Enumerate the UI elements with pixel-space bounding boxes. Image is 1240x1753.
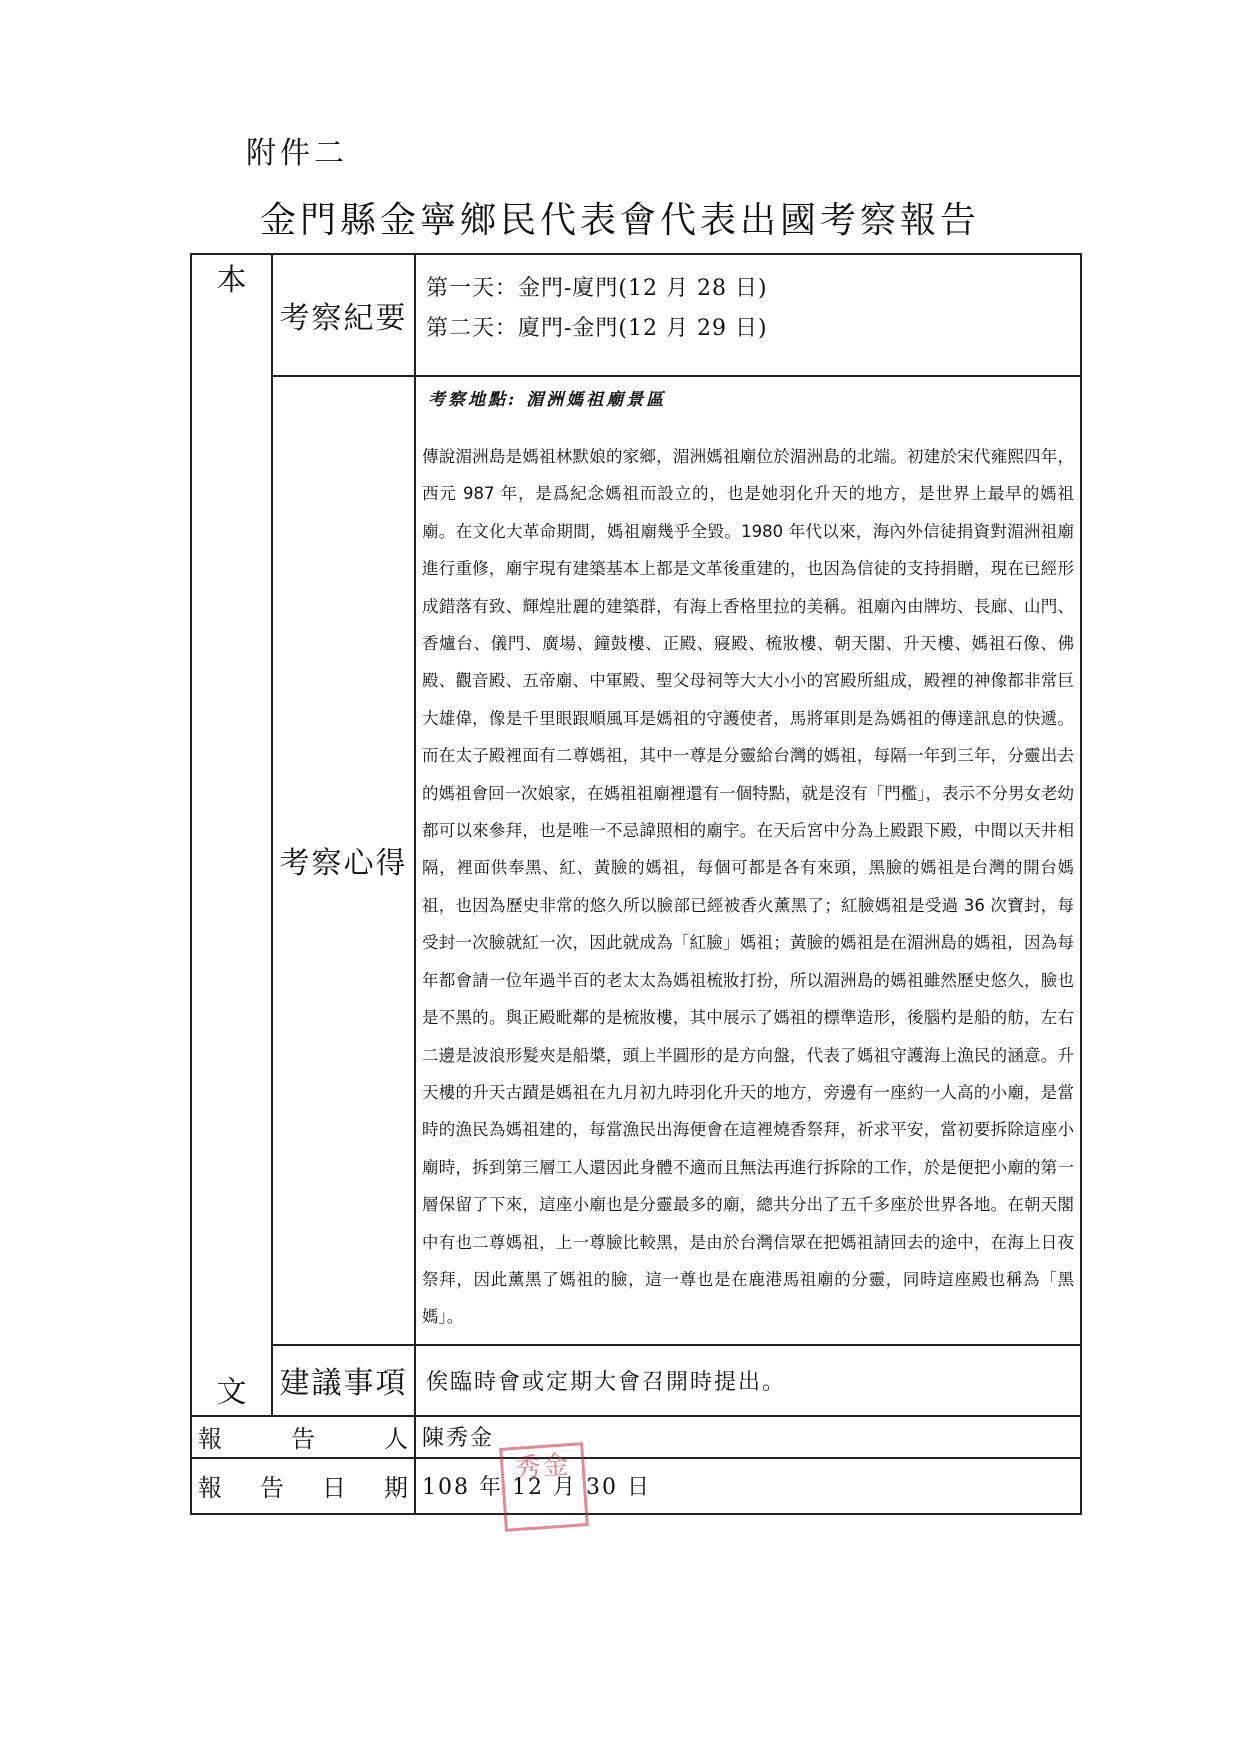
reporter-value: 陳秀金 xyxy=(415,1416,1081,1458)
summary-line-day1: 第一天：金門-廈門(12 月 28 日) xyxy=(426,276,768,301)
notes-heading: 考察地點: 湄洲媽祖廟景區 xyxy=(428,390,667,410)
summary-label: 考察紀要 xyxy=(272,254,415,376)
notes-label: 考察心得 xyxy=(272,376,415,1345)
side-label-top: 本 xyxy=(191,254,272,1345)
reporter-label-char: 人 xyxy=(384,1425,408,1454)
summary-content xyxy=(415,254,1081,376)
reporter-label-char: 告 xyxy=(291,1425,315,1454)
notes-body: 傳說湄洲島是媽祖林默娘的家鄉，湄洲媽祖廟位於湄洲島的北端。初建於宋代雍熙四年，西元 987 年，是爲紀念媽祖而設立的，也是她羽化升天的地方，是世界上最早的媽祖廟。在文化大革命期間，媽祖廟幾乎全毀。1980 年代以來，海內外信徒捐資對湄洲祖廟進行重修，廟宇現有建築基本上都是文革後重建的，也因為信徒的支持捐贈，現在已經形成錯落有致、輝煌壯麗的建築群，有海上香格里拉的美稱。祖廟內由牌坊、長廊、山門、香爐台、儀門、廣場、鐘鼓樓、正殿、寢殿、梳妝樓、朝天閣、升天樓、媽祖石像、佛殿、觀音殿、五帝廟、中軍殿、聖父母祠等大大小小的宮殿所組成，殿裡的神像都非常巨大雄偉，像是千里眼跟順風耳是媽祖的守護使者，馬將軍則是為媽祖的傳達訊息的快遞。而在太子殿裡面有二尊媽祖，其中一尊是分靈給台灣的媽祖，每隔一年到三年，分靈出去的媽祖會回一次娘家，在媽祖祖廟裡還有一個特點，就是沒有「門檻」，表示不分男女老幼都可以來參拜，也是唯一不忌諱照相的廟宇。在天后宮中分為上殿跟下殿，中間以天井相隔，裡面供奉黑、紅、黃臉的媽祖，每個可都是各有來頭，黑臉的媽祖是台灣的開台媽祖，也因為歷史非常的悠久所以臉部已經被香火薰黑了；紅臉媽祖是受過 36 次寶封，每受封一次臉就紅一次，因此就成為「紅臉」媽祖；黃臉的媽祖是在湄洲島的媽祖，因為每年都會請一位年過半百的老太太為媽祖梳妝打扮，所以湄洲島的媽祖雖然歷史悠久，臉也是不黑的。與正殿毗鄰的是梳妝樓，其中展示了媽祖的標準造形，後腦杓是船的舫，左右二邊是波浪形髮夾是船槳，頭上半圓形的是方向盤，代表了媽祖守護海上漁民的涵意。升天樓的升天古蹟是媽祖在九月初九時羽化升天的地方，旁邊有一座約一人高的小廟，是當時的漁民為媽祖建的，每當漁民出海便會在這裡燒香祭拜，祈求平安，當初要拆除這座小廟時，拆到第三層工人還因此身體不適而且無法再進行拆除的工作，於是便把小廟的第一層保留了下來，這座小廟也是分靈最多的廟，總共分出了五千多座於世界各地。在朝天閣中有也二尊媽祖，上一尊臉比較黑，是由於台灣信眾在把媽祖請回去的途中，在海上日夜祭拜，因此薰黑了媽祖的臉，這一尊也是在鹿港馬祖廟的分靈，同時這座殿也稱為「黑媽」。 xyxy=(422,447,1074,1327)
reporter-label-char: 報 xyxy=(198,1425,222,1454)
suggestions-content: 俟臨時會或定期大會召開時提出。 xyxy=(415,1345,1081,1416)
date-label-char: 日 xyxy=(322,1474,346,1503)
report-title: 金門縣金寧鄉民代表會代表出國考察報告 xyxy=(259,200,980,241)
reporter-label xyxy=(191,1416,415,1458)
summary-line-day2: 第二天：廈門-金門(12 月 29 日) xyxy=(426,316,768,341)
date-value-cell xyxy=(415,1449,1081,1514)
side-label-bottom: 文 xyxy=(191,1345,272,1416)
attachment-label: 附件二 xyxy=(246,136,348,171)
personal-seal-stamp: 秀金 xyxy=(499,1442,589,1532)
date-label-char: 報 xyxy=(198,1474,222,1503)
report-table xyxy=(190,253,1082,1515)
date-value: 108 年 12 月 30 日 xyxy=(422,1475,651,1501)
date-label-char: 告 xyxy=(260,1474,284,1503)
date-label xyxy=(191,1458,415,1514)
notes-content xyxy=(415,376,1081,1345)
date-label-char: 期 xyxy=(384,1474,408,1503)
suggestions-label: 建議事項 xyxy=(272,1345,415,1416)
